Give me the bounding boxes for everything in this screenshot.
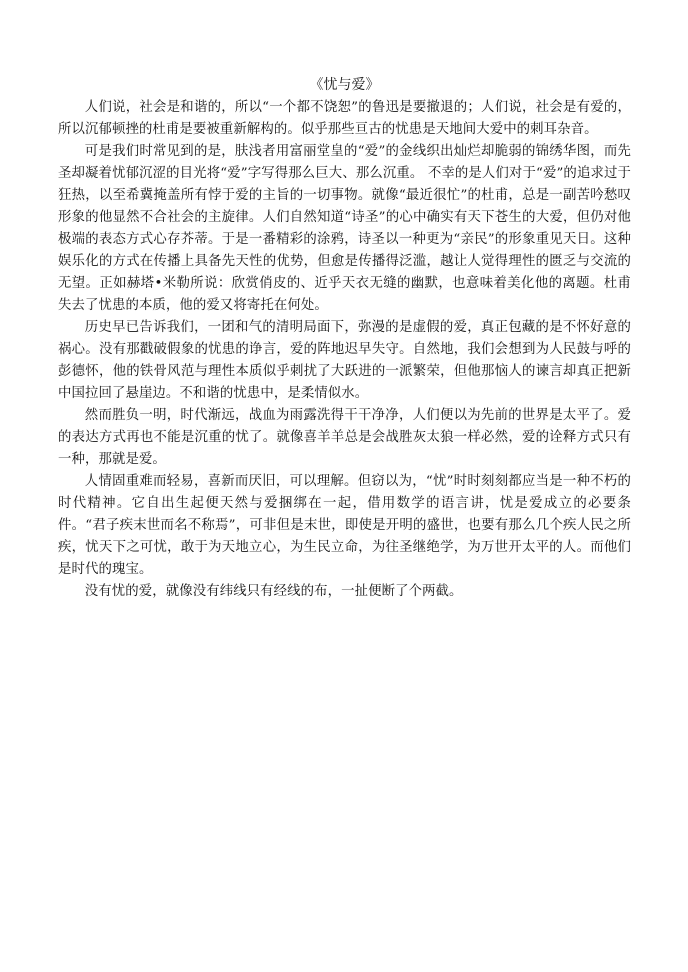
document-page	[58, 74, 631, 603]
paragraph-5: 人情固重难而轻易，喜新而厌旧，可以理解。但窃以为，“忧”时时刻刻都应当是一种不朽的时代精神。它自出生起便天然与爱捆绑在一起，借用数学的语言讲，忧是爱成立的必要条件。“君子疾末世而名不称焉”，可非但是末世，即使是开明的盛世，也要有那么几个疾人民之所疾，忧天下之可忧，敢于为天地立心，为生民立命，为往圣继绝学，为万世开太平的人。而他们是时代的瑰宝。	[58, 474, 631, 577]
paragraph-6: 没有忧的爱，就像没有纬线只有经线的布，一扯便断了个两截。	[84, 584, 463, 599]
paragraph-4: 然而胜负一明，时代渐远，战血为雨露洗得干干净净，人们便以为先前的世界是太平了。爱的表达方式再也不能是沉重的忧了。就像喜羊羊总是会战胜灰太狼一样必然，爱的诠释方式只有一种，那就是爱。	[58, 408, 631, 467]
paragraph-3: 历史早已告诉我们，一团和气的清明局面下，弥漫的是虚假的爱，真正包藏的是不怀好意的祸心。没有那戳破假象的忧患的诤言，爱的阵地迟早失守。自然地，我们会想到为人民鼓与呼的彭德怀，他的铁骨风范与理性本质似乎刺扰了大跃进的一派繁荣，但他那恼人的谏言却真正把新中国拉回了悬崖边。不和谐的忧患中，是柔情似水。	[58, 320, 631, 401]
paragraph-2: 可是我们时常见到的是，肤浅者用富丽堂皇的“爱”的金线织出灿烂却脆弱的锦绣华图，而先圣却凝着忧郁沉涩的目光将“爱”字写得那么巨大、那么沉重。 不幸的是人们对于“爱”的追求过于狂热，以至希冀掩盖所有悖于爱的主旨的一切事物。就像“最近很忙”的杜甫，总是一副苦吟愁叹形象的他显然不合社会的主旋律。人们自然知道“诗圣”的心中确实有天下苍生的大爱，但仍对他极端的表态方式心存芥蒂。于是一番精彩的涂鸦，诗圣以一种更为“亲民”的形象重见天日。这种娱乐化的方式在传播上具备先天性的优势，但愈是传播得泛滥，越让人觉得理性的匮乏与交流的无望。正如赫塔•米勒所说：欣赏俏皮的、近乎天衣无缝的幽默，也意味着美化他的离题。杜甫失去了忧患的本质，他的爱又将寄托在何处。	[58, 144, 631, 313]
paragraph-1: 人们说，社会是和谐的，所以“一个都不饶恕”的鲁迅是要撤退的；人们说，社会是有爱的，所以沉郁顿挫的杜甫是要被重新解构的。似乎那些亘古的忧患是天地间大爱中的刺耳杂音。	[58, 100, 631, 137]
essay-title: 《忧与爱》	[309, 77, 380, 93]
